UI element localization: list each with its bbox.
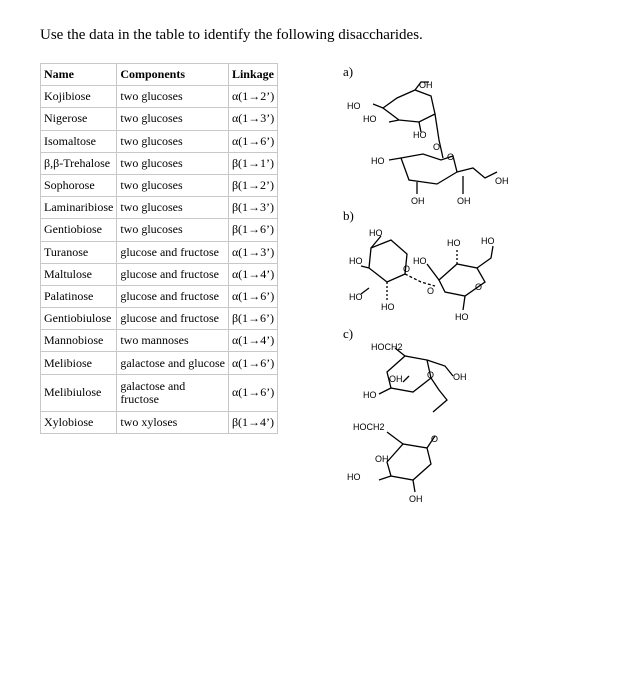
cell-linkage: β(1→6’) xyxy=(228,219,277,241)
group-label: OH xyxy=(419,80,433,90)
cell-linkage: α(1→2’) xyxy=(228,86,277,108)
cell-name: Isomaltose xyxy=(41,130,117,152)
group-label: HO xyxy=(455,312,469,322)
group-label: OH xyxy=(495,176,509,186)
cell-linkage: α(1→6’) xyxy=(228,130,277,152)
group-label: HO xyxy=(363,114,377,124)
header-components: Components xyxy=(117,64,229,86)
table-row xyxy=(41,285,278,307)
table-row xyxy=(41,86,278,108)
group-label: HOCH2 xyxy=(371,342,403,352)
cell-name: Xylobiose xyxy=(41,411,117,433)
cell-components: two glucoses xyxy=(117,174,229,196)
cell-components: galactose and fructose xyxy=(117,374,229,411)
cell-name: β,β-Trehalose xyxy=(41,152,117,174)
bond xyxy=(463,296,465,310)
bond xyxy=(403,376,409,382)
cell-name: Kojibiose xyxy=(41,86,117,108)
ring-c-lower xyxy=(387,444,431,480)
group-label: OH xyxy=(453,372,467,382)
table-row xyxy=(41,411,278,433)
cell-components: glucose and fructose xyxy=(117,263,229,285)
cell-name: Maltulose xyxy=(41,263,117,285)
group-label: O xyxy=(427,286,435,296)
group-label: HO xyxy=(349,256,363,266)
group-label: HO xyxy=(413,130,427,140)
table-row xyxy=(41,263,278,285)
table-row xyxy=(41,241,278,263)
group-label: HO xyxy=(349,292,363,302)
bond xyxy=(413,480,415,492)
bond xyxy=(379,388,391,394)
cell-components: two glucoses xyxy=(117,219,229,241)
group-label: HO xyxy=(481,236,495,246)
cell-linkage: α(1→3’) xyxy=(228,108,277,130)
table-row xyxy=(41,352,278,374)
cell-name: Mannobiose xyxy=(41,330,117,352)
cell-linkage: α(1→6’) xyxy=(228,285,277,307)
group-label: HO xyxy=(371,156,385,166)
header-linkage: Linkage xyxy=(228,64,277,86)
group-label: OH xyxy=(409,494,423,504)
cell-components: glucose and fructose xyxy=(117,285,229,307)
group-label: OH xyxy=(411,196,425,206)
bond xyxy=(477,246,493,268)
cell-name: Gentiobiose xyxy=(41,219,117,241)
cell-linkage: α(1→4’) xyxy=(228,330,277,352)
group-label: HO xyxy=(381,302,395,312)
bond xyxy=(387,432,403,444)
cell-components: glucose and fructose xyxy=(117,308,229,330)
cell-components: two glucoses xyxy=(117,108,229,130)
cell-linkage: α(1→3’) xyxy=(228,241,277,263)
cell-components: galactose and glucose xyxy=(117,352,229,374)
glycosidic-bond xyxy=(431,378,447,412)
cell-name: Laminaribiose xyxy=(41,197,117,219)
header-name: Name xyxy=(41,64,117,86)
structure-a-label: a) xyxy=(343,64,354,79)
group-label: HOCH2 xyxy=(353,422,385,432)
ring-a-top xyxy=(383,90,435,122)
group-label: O xyxy=(447,152,455,162)
group-label: HO xyxy=(369,228,383,238)
group-label: HO xyxy=(447,238,461,248)
table-row xyxy=(41,219,278,241)
cell-name: Gentiobiulose xyxy=(41,308,117,330)
cell-components: two glucoses xyxy=(117,197,229,219)
cell-components: two glucoses xyxy=(117,86,229,108)
bond xyxy=(389,158,401,160)
group-label: HO xyxy=(347,472,361,482)
cell-name: Sophorose xyxy=(41,174,117,196)
cell-components: glucose and fructose xyxy=(117,241,229,263)
group-label: OH xyxy=(389,374,403,384)
cell-linkage: β(1→1’) xyxy=(228,152,277,174)
group-label: HO xyxy=(363,390,377,400)
cell-linkage: α(1→6’) xyxy=(228,352,277,374)
table-row xyxy=(41,330,278,352)
ring-b-left xyxy=(369,240,407,282)
group-label: OH xyxy=(457,196,471,206)
cell-linkage: β(1→3’) xyxy=(228,197,277,219)
table-row xyxy=(41,108,278,130)
cell-name: Melibiose xyxy=(41,352,117,374)
bond xyxy=(361,266,369,268)
question-text: Use the data in the table to identify the following disaccharides. xyxy=(40,27,423,43)
table-header-row xyxy=(41,64,278,86)
cell-linkage: α(1→6’) xyxy=(228,374,277,411)
table-row xyxy=(41,130,278,152)
bond xyxy=(373,104,383,108)
table-row xyxy=(41,152,278,174)
cell-linkage: α(1→4’) xyxy=(228,263,277,285)
bond xyxy=(379,476,391,480)
table-row xyxy=(41,308,278,330)
cell-linkage: β(1→2’) xyxy=(228,174,277,196)
table-row xyxy=(41,374,278,411)
cell-linkage: β(1→4’) xyxy=(228,411,277,433)
group-label: O xyxy=(475,282,483,292)
glycosidic-bond xyxy=(405,274,435,286)
group-label: O xyxy=(403,264,411,274)
cell-name: Melibiulose xyxy=(41,374,117,411)
structures-panel xyxy=(335,60,535,510)
structure-b-label: b) xyxy=(343,208,354,223)
group-label: O xyxy=(427,370,435,380)
group-label: O xyxy=(431,434,439,444)
group-label: HO xyxy=(413,256,427,266)
cell-linkage: β(1→6’) xyxy=(228,308,277,330)
cell-name: Nigerose xyxy=(41,108,117,130)
cell-name: Turanose xyxy=(41,241,117,263)
cell-components: two glucoses xyxy=(117,130,229,152)
table-row xyxy=(41,174,278,196)
structures-svg xyxy=(335,60,535,510)
bond xyxy=(427,264,439,280)
cell-components: two glucoses xyxy=(117,152,229,174)
cell-components: two mannoses xyxy=(117,330,229,352)
cell-name: Palatinose xyxy=(41,285,117,307)
group-label: HO xyxy=(347,101,361,111)
cell-components: two xyloses xyxy=(117,411,229,433)
group-label: OH xyxy=(375,454,389,464)
group-label: O xyxy=(433,142,441,152)
structure-c-label: c) xyxy=(343,326,354,341)
disaccharide-table xyxy=(40,63,278,434)
bond xyxy=(389,120,399,122)
table-row xyxy=(41,197,278,219)
